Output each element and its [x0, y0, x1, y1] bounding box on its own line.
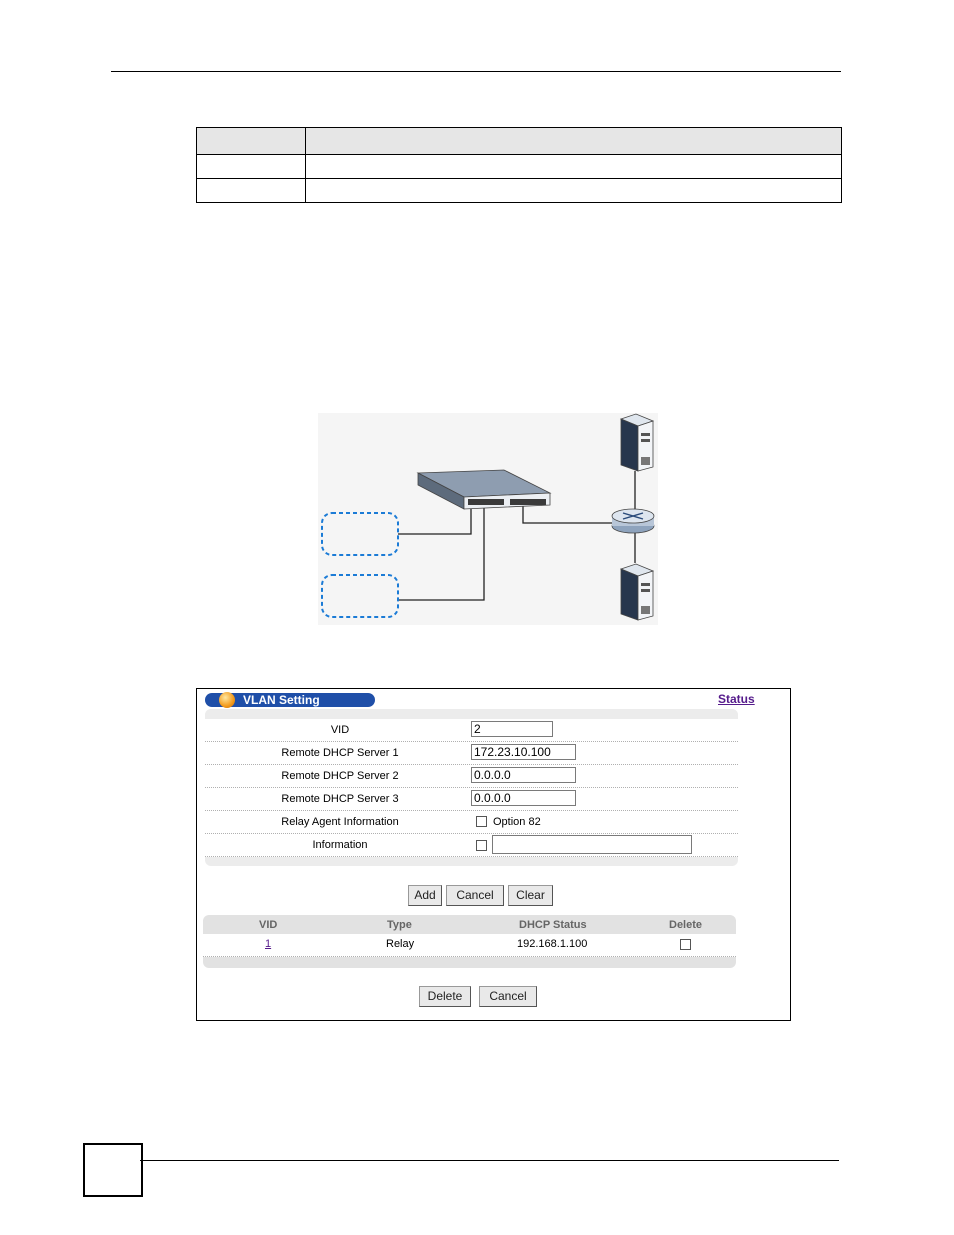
table-row [197, 155, 842, 179]
table-row [197, 179, 842, 203]
server2-row [205, 765, 738, 788]
row-dhcp-status: 192.168.1.100 [517, 938, 588, 950]
vlan-form [205, 709, 738, 857]
list-header [203, 915, 736, 933]
cable-group1 [398, 505, 471, 534]
form-top-band [205, 709, 738, 719]
information-row [205, 834, 738, 857]
description-table [196, 127, 842, 203]
option82-label: Option 82 [493, 816, 541, 828]
page-number-box [83, 1143, 143, 1197]
switch-icon [418, 470, 550, 509]
row-type: Relay [386, 938, 415, 950]
router-icon [612, 509, 654, 533]
client-group-2 [322, 575, 398, 617]
status-link[interactable]: Status [718, 692, 755, 706]
information-checkbox[interactable] [476, 840, 487, 851]
network-diagram-svg [318, 413, 658, 625]
col-type-header: Type [387, 919, 412, 931]
information-input[interactable] [492, 835, 692, 854]
table-row [203, 934, 736, 957]
client-group-1 [322, 513, 398, 555]
server1-label: Remote DHCP Server 1 [281, 747, 399, 759]
list-cancel-button[interactable]: Cancel [479, 986, 537, 1007]
relay-label: Relay Agent Information [281, 816, 399, 828]
footer-rule [140, 1160, 839, 1161]
col-dhcp-status-header: DHCP Status [519, 919, 587, 931]
server3-label: Remote DHCP Server 3 [281, 793, 399, 805]
server3-input[interactable] [471, 790, 576, 806]
row-delete-checkbox[interactable] [680, 939, 691, 950]
col-vid-header: VID [259, 919, 278, 931]
vid-label: VID [330, 724, 350, 736]
server3-row [205, 788, 738, 811]
screen-title: VLAN Setting [243, 693, 320, 707]
title-orb-icon [219, 692, 235, 708]
clear-button[interactable]: Clear [508, 885, 553, 906]
delete-button[interactable]: Delete [419, 986, 471, 1007]
table-header-row [197, 128, 842, 155]
relay-row [205, 811, 738, 834]
vid-row [205, 719, 738, 742]
add-button[interactable]: Add [408, 885, 442, 906]
vlan-form-panel [205, 709, 738, 866]
cable-router [523, 505, 613, 523]
vid-input[interactable] [471, 721, 553, 737]
option82-checkbox[interactable] [476, 816, 487, 827]
col-delete-header: Delete [669, 919, 703, 931]
server1-input[interactable] [471, 744, 576, 760]
server-icon [621, 414, 653, 471]
cancel-button[interactable]: Cancel [446, 885, 504, 906]
server2-label: Remote DHCP Server 2 [281, 770, 399, 782]
vlan-setting-screen [196, 688, 791, 1021]
network-diagram [318, 413, 658, 625]
vlan-list-panel [203, 915, 736, 968]
server2-input[interactable] [471, 767, 576, 783]
information-label: Information [312, 839, 368, 851]
screen-title-bar [205, 693, 375, 707]
row-vid-link[interactable]: 1 [265, 938, 272, 950]
header-rule [111, 71, 841, 72]
server-icon [621, 564, 653, 620]
server1-row [205, 742, 738, 765]
